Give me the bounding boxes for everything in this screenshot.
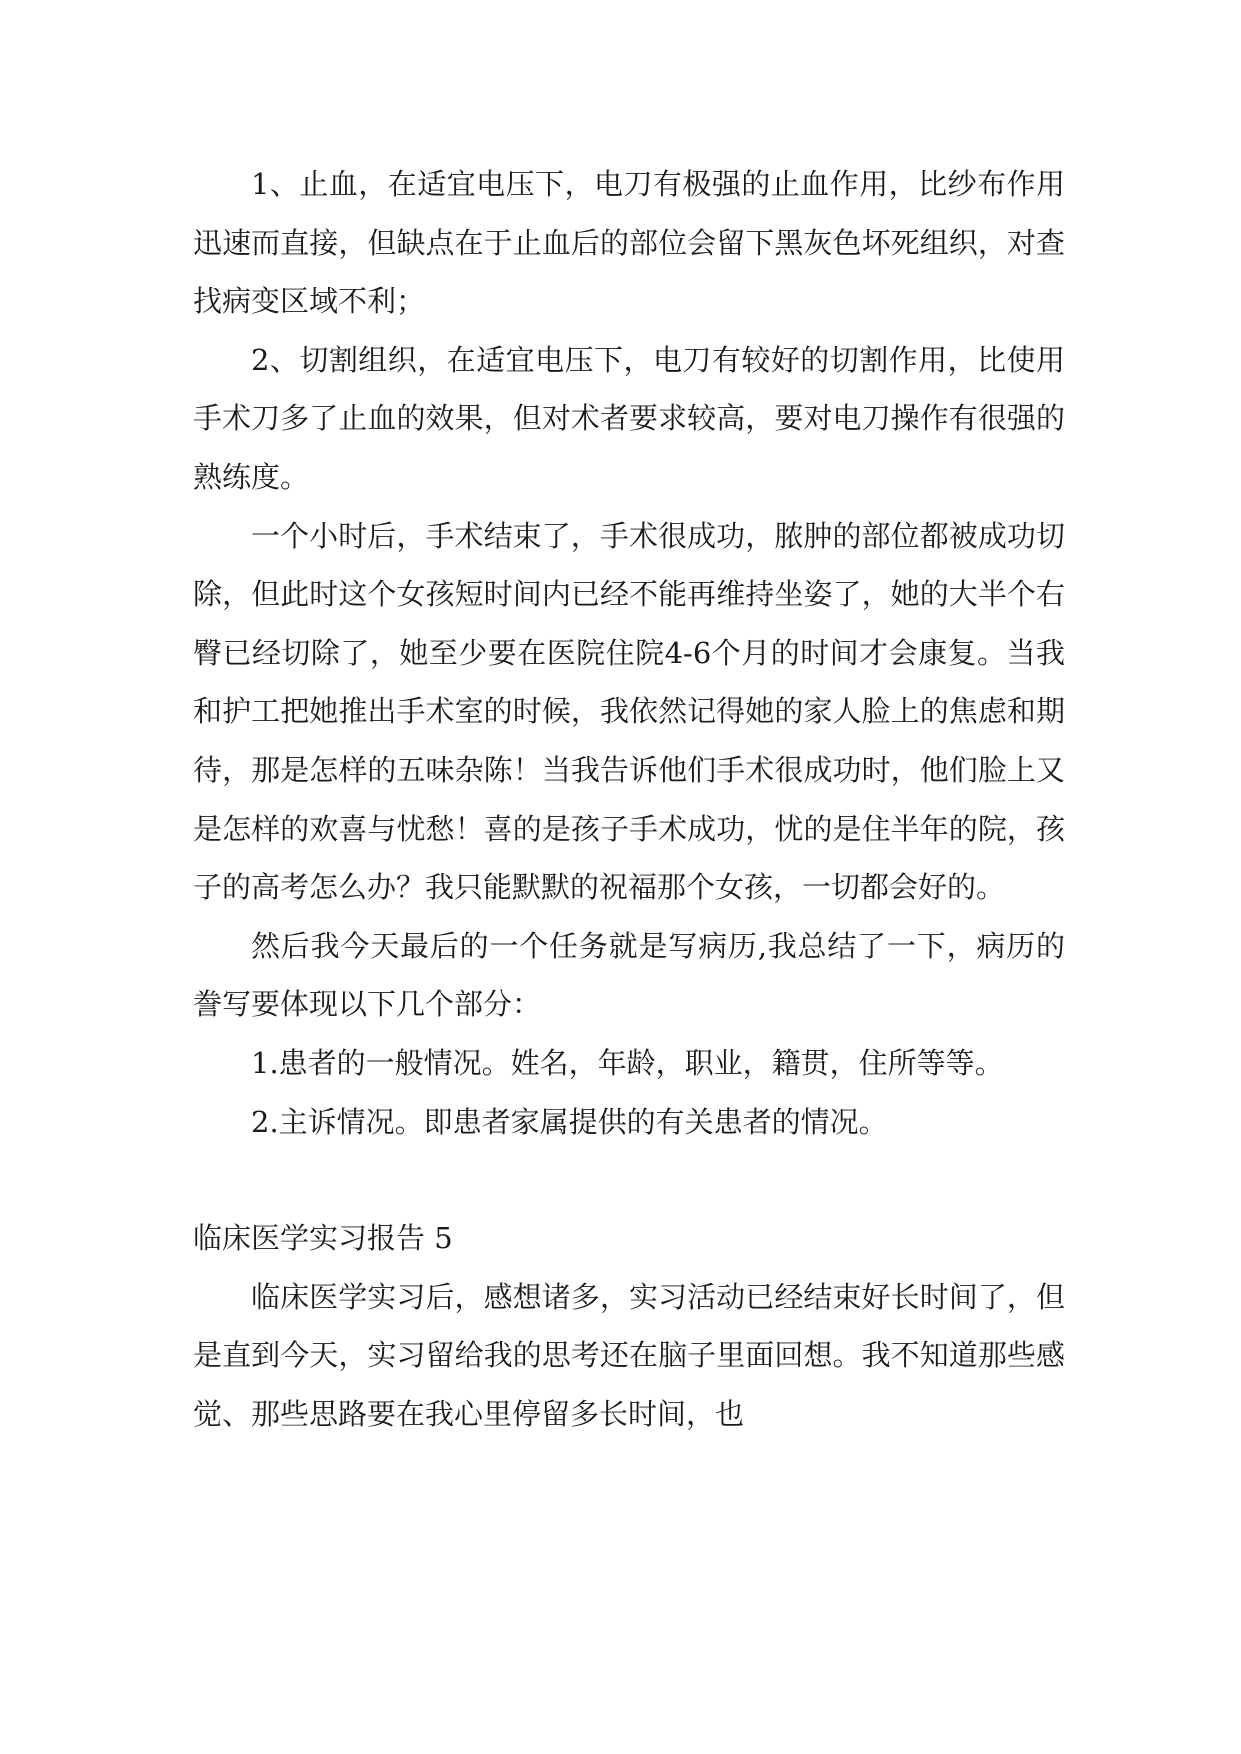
paragraph-surgery-result: 一个小时后，手术结束了，手术很成功，脓肿的部位都被成功切除，但此时这个女孩短时间内已经不能再维持坐姿了，她的大半个右臀已经切除了，她至少要在医院住院4-6个月的时间才会康复。当我和护工把她推出手术室的时候，我依然记得她的家人脸上的焦虑和期待，那是怎样的五味杂陈！当我告诉他们手术很成功时，他们脸上又是怎样的欢喜与忧愁！喜的是孩子手术成功，忧的是住半年的院，孩子的高考怎么办？我只能默默的祝福那个女孩，一切都会好的。 (193, 518, 1065, 905)
list-item-general-info: 1.患者的一般情况。姓名，年龄，职业，籍贯，住所等等。 (251, 1045, 1004, 1080)
paragraph-reflection: 临床医学实习后，感想诸多，实习活动已经结束好长时间了，但是直到今天，实习留给我的思考还在脑子里面回想。我不知道那些感觉、那些思路要在我心里停留多长时间，也 (193, 1279, 1065, 1431)
section-heading: 临床医学实习报告 5 (193, 1221, 453, 1256)
paragraph-hemostasis: 1、止血，在适宜电压下，电刀有极强的止血作用，比纱布作用迅速而直接，但缺点在于止血后的部位会留下黑灰色坏死组织，对查找病变区域不利； (193, 167, 1065, 319)
paragraph-medical-record: 然后我今天最后的一个任务就是写病历,我总结了一下，病历的誊写要体现以下几个部分： (193, 928, 1065, 1022)
list-item-chief-complaint: 2.主诉情况。即患者家属提供的有关患者的情况。 (251, 1104, 888, 1139)
document-page (193, 155, 1065, 1443)
paragraph-cutting: 2、切割组织，在适宜电压下，电刀有较好的切割作用，比使用手术刀多了止血的效果，但对术者要求较高，要对电刀操作有很强的熟练度。 (193, 342, 1065, 494)
